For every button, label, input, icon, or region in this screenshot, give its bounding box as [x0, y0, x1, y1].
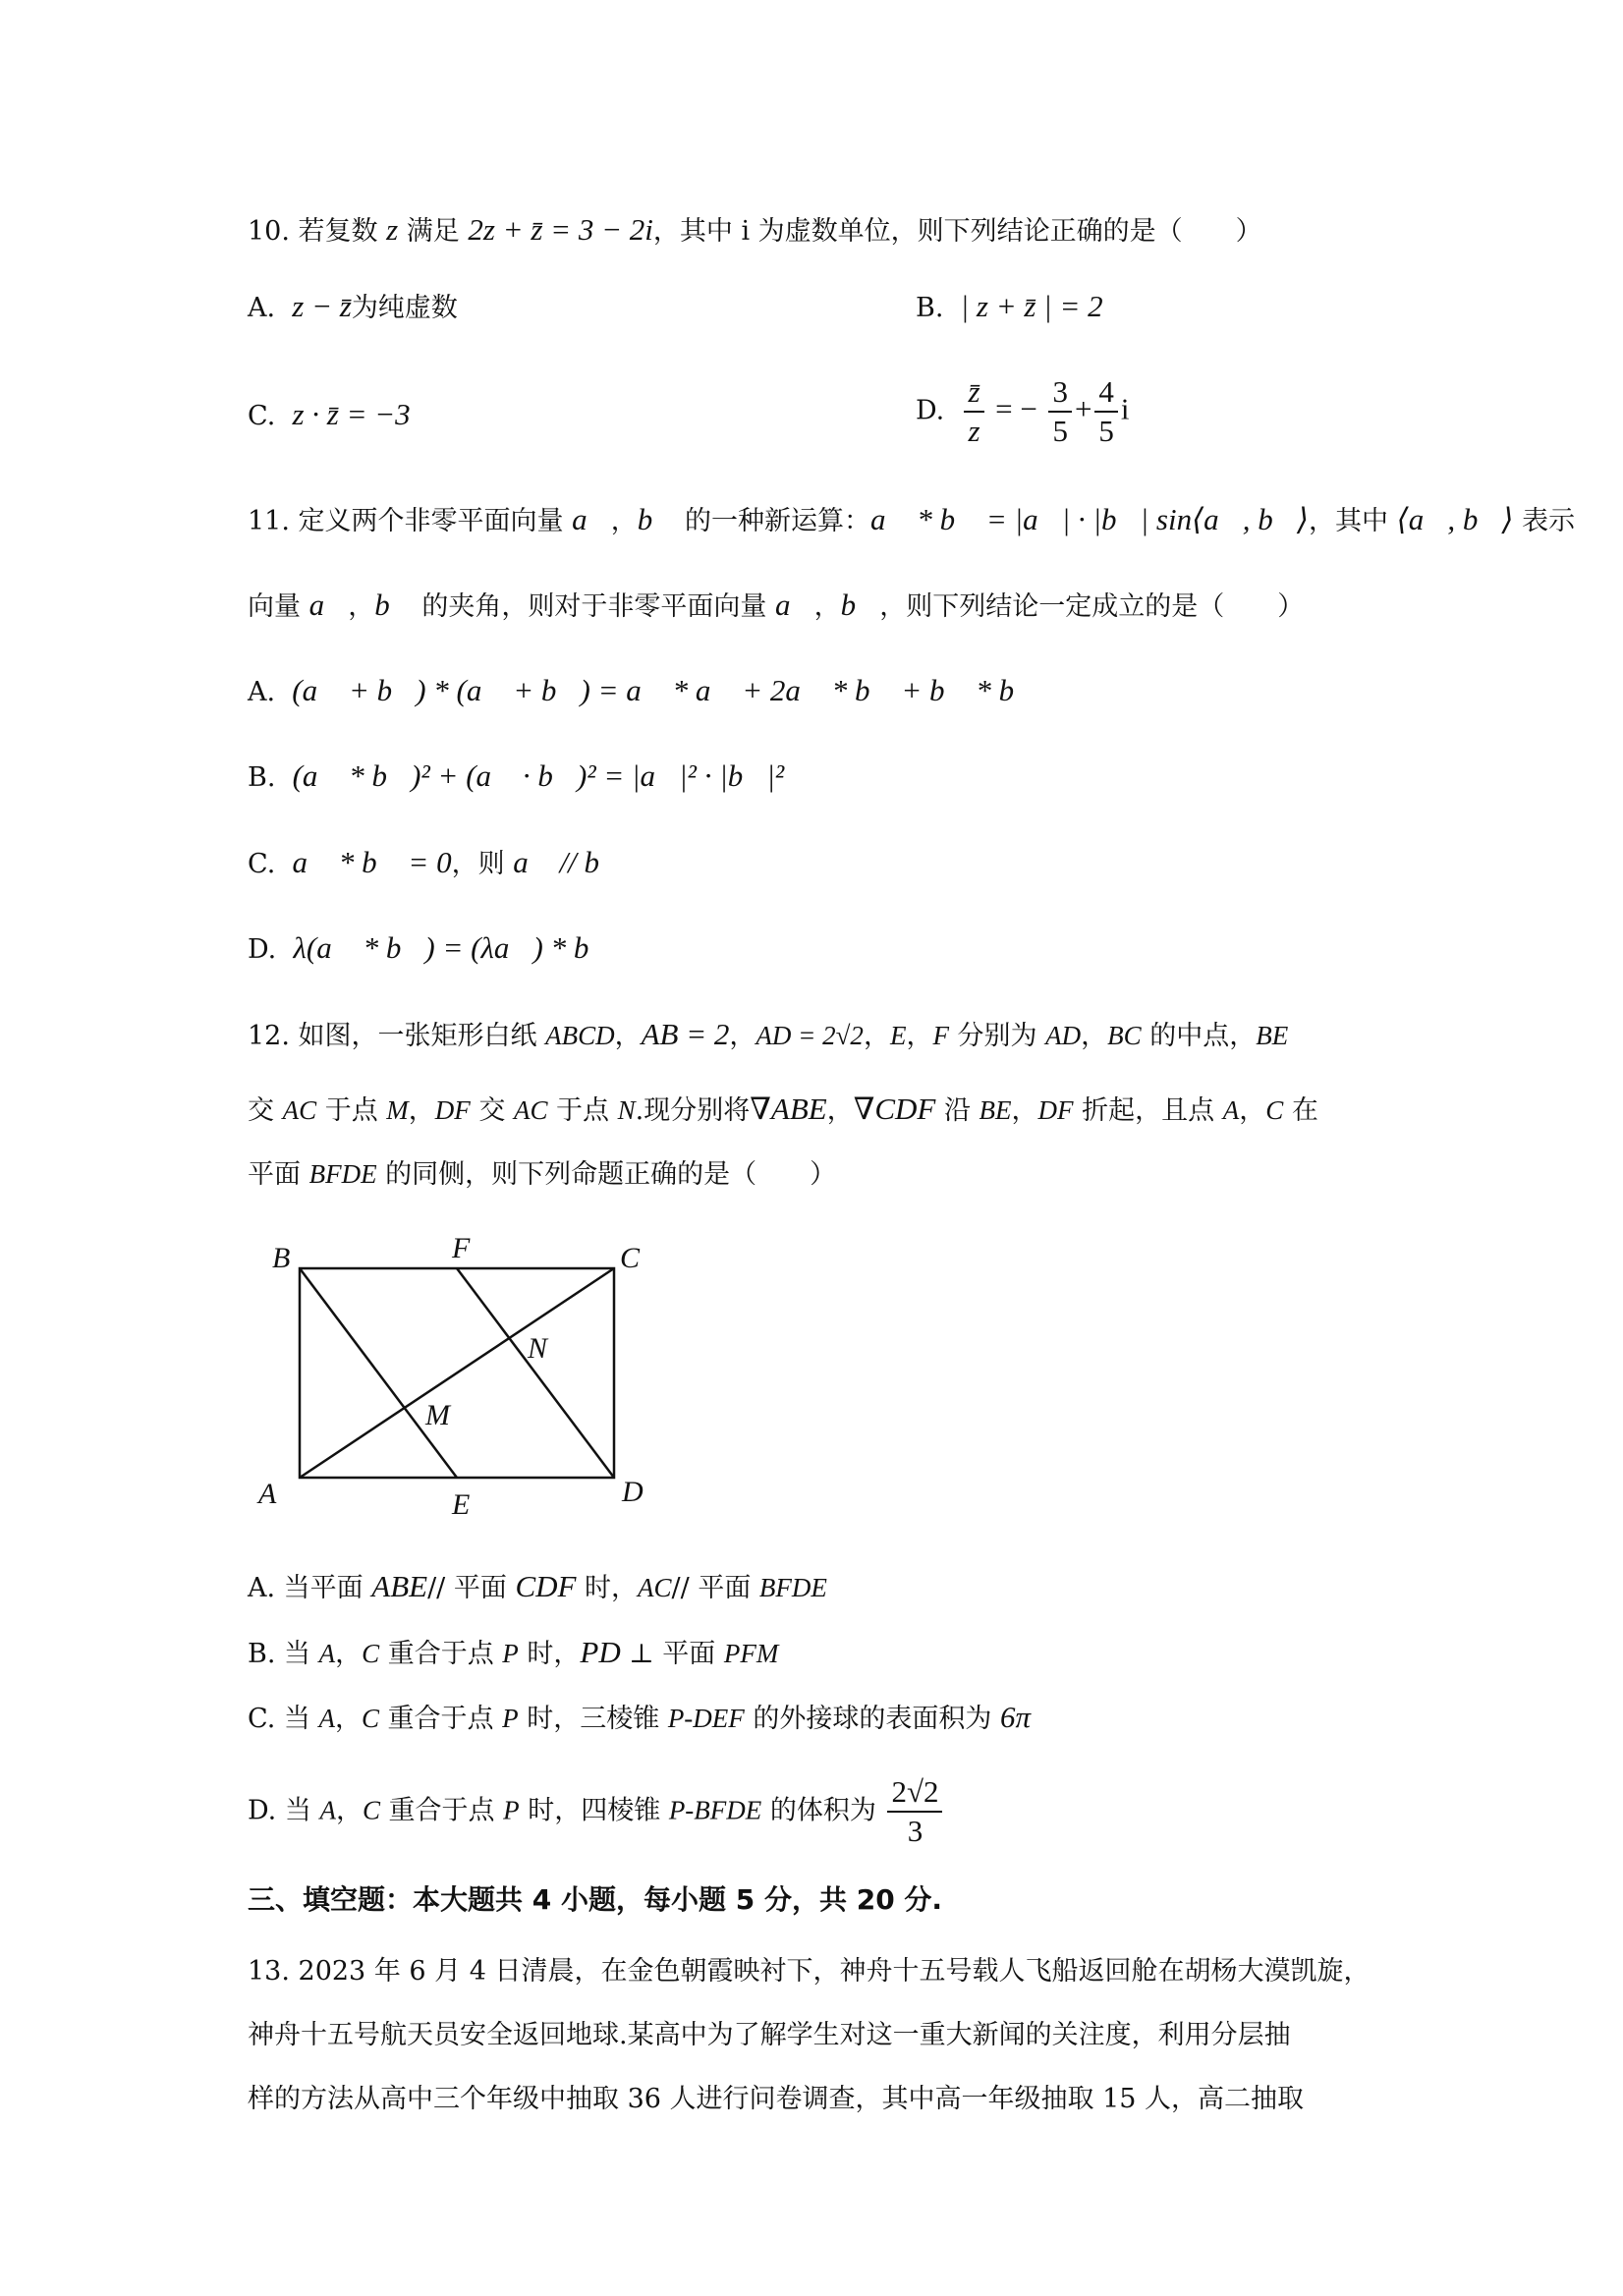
label-f: F [452, 1232, 471, 1264]
q12-stem-line3: 平面 BFDE 的同侧，则下列命题正确的是（ ） [248, 1159, 837, 1190]
label-e: E [452, 1488, 471, 1521]
q12-stem-line2: 交 AC 于点 M，DF 交 AC 于点 N.现分别将∇ABE，∇CDF 沿 BE，DF 折起，且点 A，C 在 [248, 1092, 1318, 1126]
q12-option-a: A. 当平面 ABE// 平面 CDF 时，AC// 平面 BFDE [248, 1569, 827, 1603]
label-b: B [272, 1242, 291, 1274]
q10-option-b: B. | z + z̄ | = 2 [916, 289, 1103, 323]
q11-option-b: B. (a⃗ * b⃗)² + (a⃗ · b⃗)² = |a⃗|² · |b⃗|² [248, 758, 785, 793]
q13-line2: 神舟十五号航天员安全返回地球.某高中为了解学生对这一重大新闻的关注度，利用分层抽 [248, 2020, 1291, 2050]
q12-option-d: D. 当 A，C 重合于点 P 时，四棱锥 P-BFDE 的体积为 $\frac{2√2}{3}$ [248, 1773, 945, 1850]
segment-be [300, 1268, 457, 1478]
label-c: C [620, 1242, 641, 1274]
segment-fd [457, 1268, 614, 1478]
q13-line1: 13. 2023 年 6 月 4 日清晨，在金色朝霞映衬下，神舟十五号载人飞船返回舱在胡杨大漠凯旋， [248, 1956, 1371, 1987]
q12-option-b: B. 当 A，C 重合于点 P 时，PD ⊥ 平面 PFM [248, 1635, 779, 1669]
q10-option-d: D. $\frac{z̄}{z}$ = − $\frac{3}{5}$ + $\frac{4}{5}$ i [916, 374, 1130, 448]
q12-d-volume-fraction: $\frac{2√2}{3}$ [887, 1773, 942, 1850]
q11-option-c: C. a⃗ * b⃗ = 0，则 a⃗ // b⃗ [248, 845, 624, 879]
q10-d-fraction: $\frac{z̄}{z}$ [964, 373, 983, 450]
diagonal-ac [300, 1268, 614, 1478]
q10-stem: 10. 若复数 z 满足 2z + z̄ = 3 − 2i，其中 i 为虚数单位，则下列结论正确的是（ ） [248, 212, 1262, 247]
q10-equation: 2z + z̄ = 3 − 2i [468, 212, 653, 247]
label-d: D [622, 1476, 644, 1508]
q11-stem-line1: 11. 定义两个非零平面向量 a⃗，b⃗ 的一种新运算：a⃗ * b⃗ = |a⃗| · |b⃗| sin⟨a⃗, b⃗⟩，其中 ⟨a⃗, b⃗⟩ 表示 [248, 502, 1576, 536]
q11-stem-line2: 向量 a⃗，b⃗ 的夹角，则对于非零平面向量 a⃗，b⃗，则下列结论一定成立的是（ ） [248, 588, 1305, 622]
label-a: A [258, 1478, 277, 1510]
section-heading-fill-in: 三、填空题：本大题共 4 小题，每小题 5 分，共 20 分. [248, 1883, 943, 1916]
label-m: M [425, 1399, 450, 1431]
q12-stem-line1: 12. 如图，一张矩形白纸 ABCD，AB = 2，AD = 2√2，E，F 分别为 AD，BC 的中点，BE [248, 1017, 1289, 1051]
q11-definition: a⃗ * b⃗ = |a⃗| · |b⃗| sin⟨a⃗, b⃗⟩ [869, 502, 1310, 536]
q12-option-c: C. 当 A，C 重合于点 P 时，三棱锥 P-DEF 的外接球的表面积为 6π [248, 1700, 1031, 1734]
q11-option-d: D. λ(a⃗ * b⃗) = (λa⃗) * b⃗ [248, 930, 613, 965]
rectangle-abcd-figure [251, 1226, 663, 1521]
q11-option-a: A. (a⃗ + b⃗) * (a⃗ + b⃗) = a⃗ * a⃗ + 2a⃗ * b⃗ + b⃗ * b⃗ [248, 673, 1038, 707]
q10-d-frac-4-5: $\frac{4}{5}$ [1094, 373, 1118, 450]
q10-option-c: C. z · z̄ = −3 [248, 397, 411, 431]
label-n: N [528, 1332, 548, 1365]
q13-line3: 样的方法从高中三个年级中抽取 36 人进行问卷调查，其中高一年级抽取 15 人，高二抽取 [248, 2084, 1305, 2114]
q10-d-frac-3-5: $\frac{3}{5}$ [1048, 373, 1072, 450]
q10-option-a: A. z − z̄为纯虚数 [248, 289, 458, 323]
